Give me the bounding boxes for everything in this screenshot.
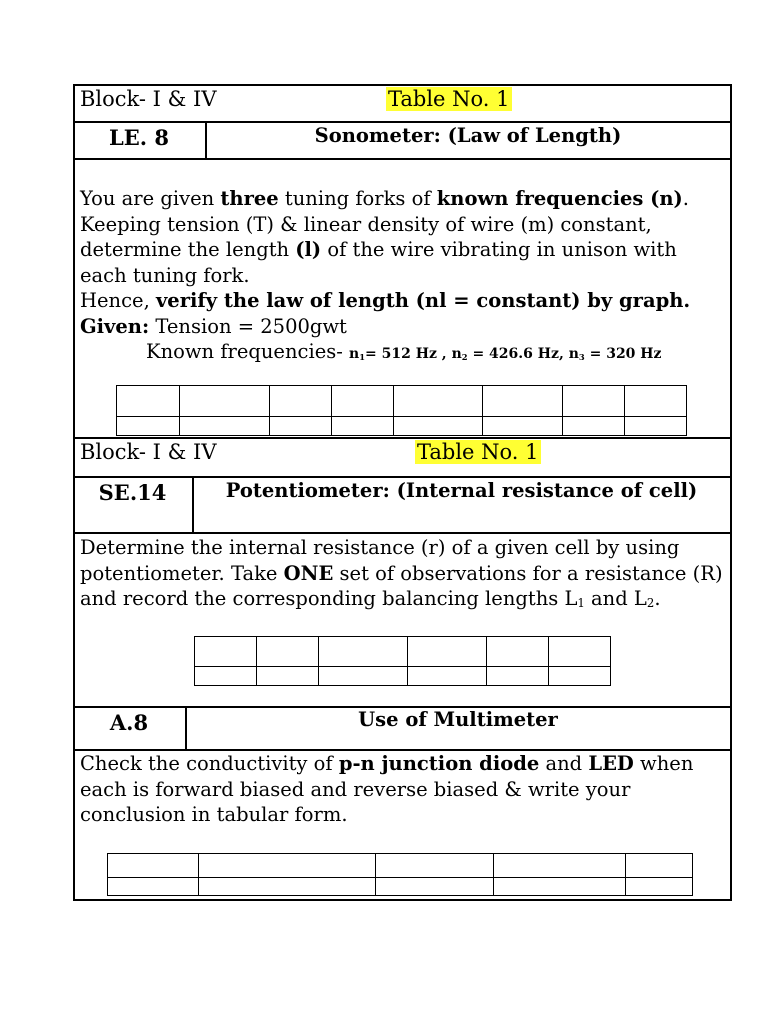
experiment-code: A.8 [109, 710, 149, 735]
text-line: Determine the internal resistance (r) of a given cell by using [80, 536, 680, 559]
rule [73, 437, 732, 439]
text-line: conclusion in tabular form. [80, 803, 348, 826]
text-line: Keeping tension (T) & linear density of wire (m) constant, [80, 212, 652, 236]
rule [73, 158, 732, 160]
experiment-title: Use of Multimeter [358, 708, 558, 731]
observation-table [194, 636, 611, 686]
text-line: Hence, verify the law of length (nl = constant) by graph. [80, 289, 691, 312]
outer-border-right [730, 84, 732, 900]
outer-border-top [73, 84, 732, 86]
table-row [195, 667, 611, 686]
experiment-title: Sonometer: (Law of Length) [314, 124, 622, 147]
text-line: and record the corresponding balancing lengths $L_1$ and $L_2$. [80, 587, 661, 610]
rule [73, 476, 732, 478]
text-line: each is forward biased and reverse biased & write your [80, 777, 631, 801]
block-label: Block- I & IV [80, 440, 217, 464]
experiment-code: LE. 8 [108, 125, 169, 150]
table-row [108, 878, 693, 896]
outer-border-bottom [73, 899, 732, 901]
experiment-code: SE.14 [98, 480, 167, 505]
instructions [80, 535, 730, 617]
observation-table [116, 385, 687, 436]
text-line: Given: Tension = 2500gwt [80, 314, 347, 338]
conclusion-table [107, 853, 693, 896]
experiment-title: Potentiometer: (Internal resistance of cell) [225, 479, 698, 502]
rule [73, 532, 732, 534]
rule [73, 121, 732, 123]
text-line: determine the length (l) of the wire vibrating in unison with [80, 238, 677, 261]
table-row [117, 417, 687, 436]
instructions [80, 186, 730, 371]
frequencies-line: Known frequencies- $n_1= 512$ Hz , $n_2 = 426.6$ Hz, $n_3 = 320$ Hz [146, 340, 662, 363]
table-number: Table No. 1 [417, 440, 539, 464]
text-line: each tuning fork. [80, 263, 250, 287]
text-line: You are given three tuning forks of known frequencies (n). [80, 187, 689, 210]
block-label: Block- I & IV [80, 87, 217, 111]
text-line: Check the conductivity of p-n junction diode and LED when [80, 752, 694, 775]
instructions [80, 751, 730, 828]
table-row [117, 386, 687, 417]
table-number: Table No. 1 [388, 87, 510, 111]
table-row [108, 854, 693, 878]
table-row [195, 637, 611, 667]
text-line: potentiometer. Take ONE set of observations for a resistance (R) [80, 561, 723, 585]
